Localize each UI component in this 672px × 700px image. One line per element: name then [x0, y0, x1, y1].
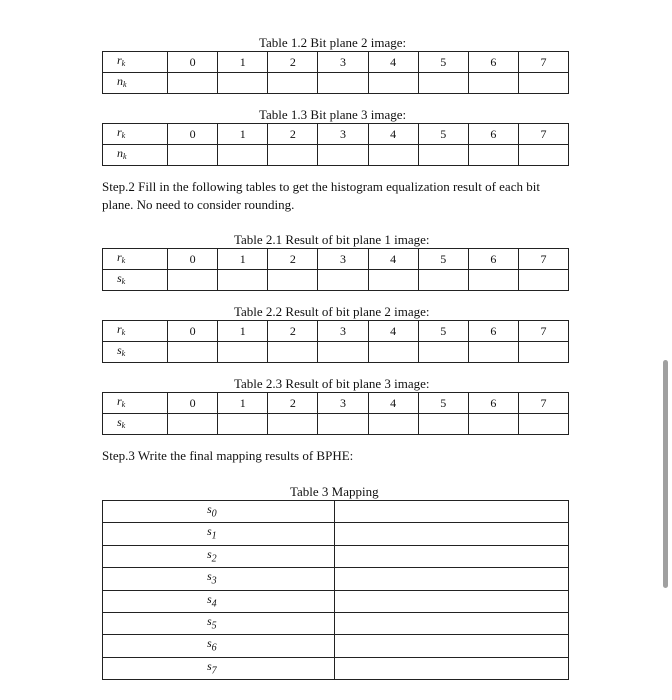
col-5: 5 — [418, 321, 468, 342]
answer-cell[interactable] — [268, 414, 318, 435]
answer-cell[interactable] — [368, 342, 418, 363]
table-row — [103, 73, 569, 94]
row-label-sk: $s_k$ — [103, 270, 168, 291]
answer-cell[interactable] — [518, 73, 568, 94]
answer-cell[interactable] — [218, 342, 268, 363]
table-row — [103, 124, 569, 145]
col-0: 0 — [168, 124, 218, 145]
row-label-sk: $s_k$ — [103, 414, 168, 435]
answer-cell[interactable] — [468, 342, 518, 363]
table-1-3 — [102, 123, 569, 166]
answer-cell[interactable] — [218, 145, 268, 166]
table-1-3-caption: Table 1.3 Bit plane 3 image: — [259, 107, 407, 122]
row-label-nk: $n_k$ — [103, 73, 168, 94]
col-6: 6 — [468, 321, 518, 342]
row-label-rk: $r_k$ — [103, 393, 168, 414]
answer-cell[interactable] — [368, 414, 418, 435]
mapping-label: $s_5$ — [103, 612, 335, 634]
col-4: 4 — [368, 52, 418, 73]
col-0: 0 — [168, 321, 218, 342]
answer-cell[interactable] — [518, 414, 568, 435]
table-row — [103, 249, 569, 270]
answer-cell[interactable] — [335, 545, 569, 567]
table-row — [103, 612, 569, 634]
mapping-label: $s_6$ — [103, 635, 335, 657]
col-7: 7 — [518, 321, 568, 342]
col-4: 4 — [368, 321, 418, 342]
answer-cell[interactable] — [218, 270, 268, 291]
col-1: 1 — [218, 321, 268, 342]
answer-cell[interactable] — [468, 270, 518, 291]
col-1: 1 — [218, 249, 268, 270]
table-row — [103, 568, 569, 590]
answer-cell[interactable] — [168, 342, 218, 363]
col-6: 6 — [468, 393, 518, 414]
mapping-label: $s_3$ — [103, 568, 335, 590]
col-1: 1 — [218, 393, 268, 414]
answer-cell[interactable] — [335, 590, 569, 612]
step-2-instructions: Step.2 Fill in the following tables to get the histogram equalization result of each bit plane. No need to consider rounding. — [102, 179, 540, 212]
mapping-label: $s_7$ — [103, 657, 335, 679]
row-label-rk: $r_k$ — [103, 124, 168, 145]
row-label-sk: $s_k$ — [103, 342, 168, 363]
row-label-nk: $n_k$ — [103, 145, 168, 166]
answer-cell[interactable] — [468, 145, 518, 166]
col-1: 1 — [218, 124, 268, 145]
answer-cell[interactable] — [335, 523, 569, 545]
vertical-scrollbar[interactable] — [663, 360, 668, 588]
answer-cell[interactable] — [168, 145, 218, 166]
col-6: 6 — [468, 52, 518, 73]
col-5: 5 — [418, 393, 468, 414]
col-2: 2 — [268, 249, 318, 270]
table-2-2-caption: Table 2.2 Result of bit plane 2 image: — [234, 304, 430, 319]
mapping-label: $s_4$ — [103, 590, 335, 612]
answer-cell[interactable] — [468, 414, 518, 435]
answer-cell[interactable] — [418, 270, 468, 291]
answer-cell[interactable] — [418, 342, 468, 363]
answer-cell[interactable] — [268, 145, 318, 166]
answer-cell[interactable] — [418, 73, 468, 94]
answer-cell[interactable] — [335, 635, 569, 657]
col-3: 3 — [318, 249, 368, 270]
table-3-caption: Table 3 Mapping — [290, 484, 379, 499]
answer-cell[interactable] — [468, 73, 518, 94]
step-3-instructions: Step.3 Write the final mapping results of BPHE: — [102, 448, 354, 463]
answer-cell[interactable] — [268, 270, 318, 291]
answer-cell[interactable] — [168, 414, 218, 435]
col-3: 3 — [318, 124, 368, 145]
answer-cell[interactable] — [418, 145, 468, 166]
answer-cell[interactable] — [335, 501, 569, 523]
table-1-2-caption: Table 1.2 Bit plane 2 image: — [259, 35, 407, 50]
mapping-label: $s_0$ — [103, 501, 335, 523]
answer-cell[interactable] — [318, 342, 368, 363]
col-0: 0 — [168, 249, 218, 270]
table-1-2 — [102, 51, 569, 94]
col-2: 2 — [268, 321, 318, 342]
table-row — [103, 270, 569, 291]
col-3: 3 — [318, 393, 368, 414]
mapping-label: $s_2$ — [103, 545, 335, 567]
col-7: 7 — [518, 393, 568, 414]
answer-cell[interactable] — [518, 270, 568, 291]
table-2-2 — [102, 320, 569, 363]
table-2-1 — [102, 248, 569, 291]
col-5: 5 — [418, 124, 468, 145]
col-3: 3 — [318, 321, 368, 342]
answer-cell[interactable] — [318, 145, 368, 166]
table-row — [103, 635, 569, 657]
col-4: 4 — [368, 249, 418, 270]
table-2-1-caption: Table 2.1 Result of bit plane 1 image: — [234, 232, 430, 247]
answer-cell[interactable] — [518, 342, 568, 363]
table-row — [103, 590, 569, 612]
col-1: 1 — [218, 52, 268, 73]
table-row — [103, 52, 569, 73]
answer-cell[interactable] — [318, 73, 368, 94]
answer-cell[interactable] — [318, 270, 368, 291]
col-2: 2 — [268, 393, 318, 414]
answer-cell[interactable] — [518, 145, 568, 166]
col-6: 6 — [468, 124, 518, 145]
col-5: 5 — [418, 52, 468, 73]
row-label-rk: $r_k$ — [103, 321, 168, 342]
answer-cell[interactable] — [218, 73, 268, 94]
answer-cell[interactable] — [335, 657, 569, 679]
mapping-label: $s_1$ — [103, 523, 335, 545]
table-row — [103, 545, 569, 567]
answer-cell[interactable] — [168, 73, 218, 94]
col-6: 6 — [468, 249, 518, 270]
table-2-3-caption: Table 2.3 Result of bit plane 3 image: — [234, 376, 430, 391]
col-5: 5 — [418, 249, 468, 270]
table-row — [103, 342, 569, 363]
col-7: 7 — [518, 249, 568, 270]
answer-cell[interactable] — [368, 270, 418, 291]
answer-cell[interactable] — [218, 414, 268, 435]
table-row — [103, 393, 569, 414]
table-3-mapping — [102, 500, 569, 680]
answer-cell[interactable] — [335, 568, 569, 590]
col-0: 0 — [168, 52, 218, 73]
answer-cell[interactable] — [268, 73, 318, 94]
table-row — [103, 501, 569, 523]
table-row — [103, 657, 569, 679]
answer-cell[interactable] — [335, 612, 569, 634]
answer-cell[interactable] — [318, 414, 368, 435]
answer-cell[interactable] — [368, 73, 418, 94]
col-4: 4 — [368, 124, 418, 145]
answer-cell[interactable] — [168, 270, 218, 291]
row-label-rk: $r_k$ — [103, 52, 168, 73]
col-7: 7 — [518, 124, 568, 145]
answer-cell[interactable] — [418, 414, 468, 435]
col-2: 2 — [268, 52, 318, 73]
col-7: 7 — [518, 52, 568, 73]
col-0: 0 — [168, 393, 218, 414]
answer-cell[interactable] — [368, 145, 418, 166]
table-row — [103, 523, 569, 545]
row-label-rk: $r_k$ — [103, 249, 168, 270]
table-row — [103, 321, 569, 342]
col-2: 2 — [268, 124, 318, 145]
table-2-3 — [102, 392, 569, 435]
col-4: 4 — [368, 393, 418, 414]
col-3: 3 — [318, 52, 368, 73]
table-row — [103, 414, 569, 435]
answer-cell[interactable] — [268, 342, 318, 363]
table-row — [103, 145, 569, 166]
